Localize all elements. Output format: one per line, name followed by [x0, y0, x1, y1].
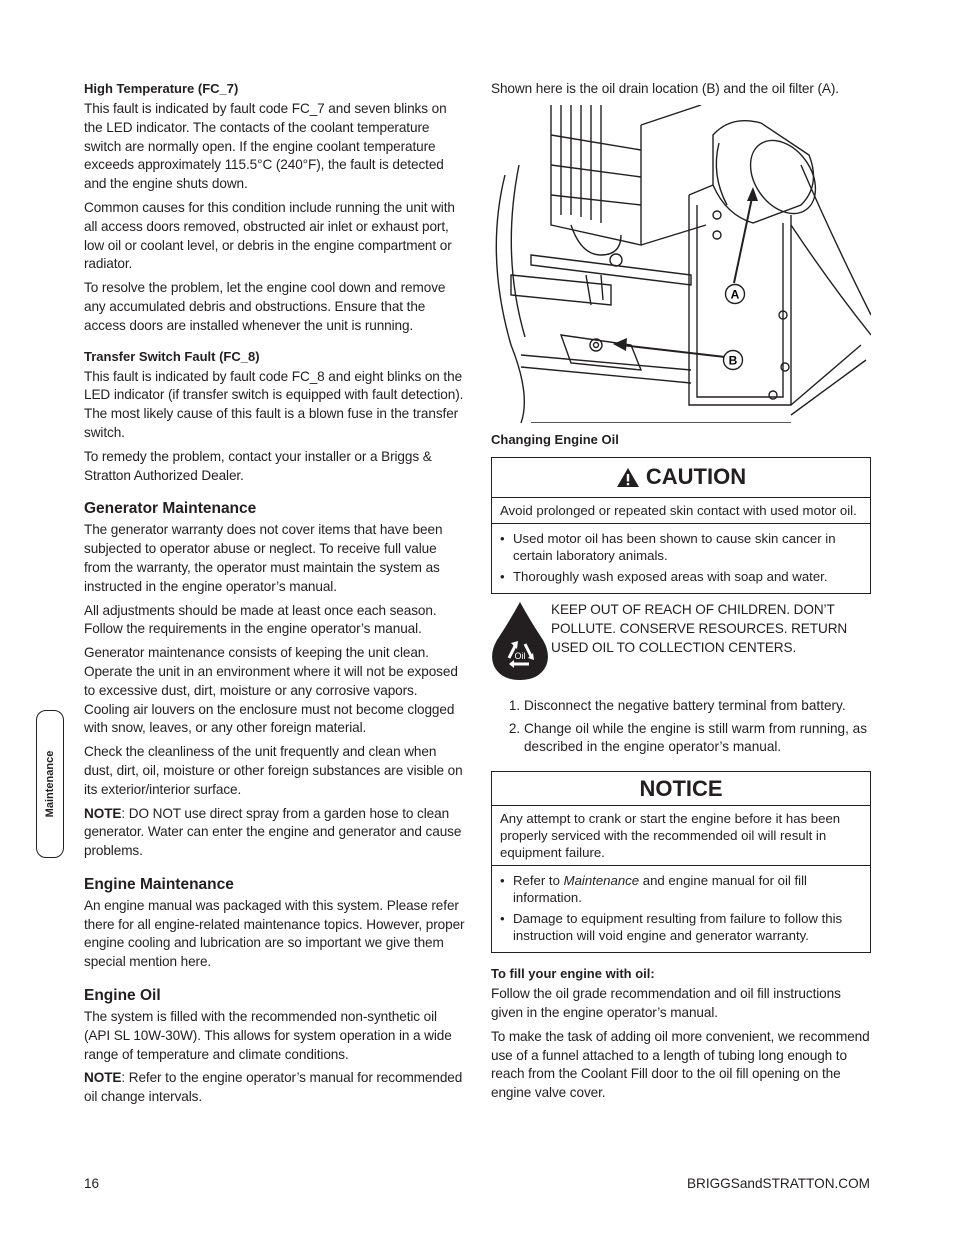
caution-box	[491, 457, 871, 594]
bullet-text: Refer to	[513, 873, 564, 889]
warning-triangle-icon	[616, 467, 640, 488]
oil-change-steps	[491, 697, 871, 757]
paragraph: The system is filled with the recommended non-synthetic oil (API SL 10W-30W). This allows for system operation in a wide range of temperature and climate conditions.	[84, 1009, 452, 1062]
note-label: NOTE	[84, 1070, 122, 1086]
paragraph: Check the cleanliness of the unit frequently and clean when dust, dirt, oil, moisture or other foreign substances are visible on its exterior/interior surface.	[84, 744, 463, 797]
list-item: • Used motor oil has been shown to cause skin cancer in certain laboratory animals.	[500, 530, 862, 564]
list-item: • Damage to equipment resulting from failure to follow this instruction will void engine and generator warranty.	[500, 910, 862, 944]
paragraph: This fault is indicated by fault code FC_8 and eight blinks on the LED indicator (if transfer switch is equipped with fault detection). The most likely cause of this fault is a blown fuse in the transfer switch.	[84, 368, 464, 440]
website-footer: BRIGGSandSTRATTON.COM	[686, 1176, 870, 1191]
bullet-emphasis: Maintenance	[563, 873, 640, 889]
note-text: : Refer to the engine operator’s manual for recommended oil change intervals.	[84, 1070, 463, 1105]
right-column	[491, 80, 871, 1108]
section-side-tab	[36, 710, 64, 858]
label-b: B	[728, 353, 738, 368]
note-paragraph	[84, 805, 466, 861]
notice-header	[492, 772, 870, 806]
label-a: A	[730, 287, 740, 302]
paragraph: Common causes for this condition include running the unit with all access doors removed, obstructed air inlet or exhaust port, low oil or coolant level, or debris in the engine compartment or radiator.	[84, 199, 455, 272]
bullet-text: and engine manual for oil fill information.	[513, 873, 807, 906]
heading-transfer-switch-fault: Transfer Switch Fault (FC_8)	[84, 348, 260, 364]
left-column	[84, 80, 466, 1112]
paragraph: Follow the oil grade recommendation and oil fill instructions given in the engine operator’s manual.	[491, 986, 841, 1020]
notice-box	[491, 771, 871, 953]
engine-oil-figure	[491, 105, 871, 423]
paragraph: This fault is indicated by fault code FC_7 and seven blinks on the LED indicator. The contacts of the coolant temperature switch are normally open. If the engine coolant temperature exceeds approximately 115.5°C (240°F), the fault is detected and the engine shuts down.	[84, 101, 447, 192]
heading-changing-engine-oil: Changing Engine Oil	[491, 431, 619, 447]
oil-icon-label: Oil	[514, 650, 526, 661]
heading-fill-engine-oil: To fill your engine with oil:	[491, 966, 655, 982]
step-item: 2. Change oil while the engine is still warm from running, as described in the engine operator’s manual.	[524, 720, 871, 758]
caution-title: CAUTION	[645, 464, 747, 490]
paragraph: To remedy the problem, contact your installer or a Briggs & Stratton Authorized Dealer.	[84, 448, 432, 483]
caution-header	[492, 458, 870, 498]
page-number: 16	[84, 1176, 100, 1191]
paragraph: All adjustments should be made at least once each season. Follow the requirements in the engine operator’s manual.	[84, 602, 437, 637]
step-item: 1. Disconnect the negative battery terminal from battery.	[524, 697, 871, 716]
notice-bullets	[492, 865, 870, 952]
figure-caption: Shown here is the oil drain location (B) and the oil filter (A).	[491, 81, 839, 96]
list-item: • Thoroughly wash exposed areas with soap and water.	[500, 568, 862, 585]
heading-high-temperature: High Temperature (FC_7)	[84, 81, 239, 96]
heading-engine-oil: Engine Oil	[84, 987, 161, 1005]
paragraph: Generator maintenance consists of keeping the unit clean. Operate the unit in an environment where it will not be exposed to excessive dust, dirt, moisture or any corrosive vapors. Cooling air louvers on the enclosure must not become clogged with snow, leaves, or any other foreign material.	[84, 645, 458, 736]
paragraph: To make the task of adding oil more convenient, we recommend use of a funnel attached to a length of tubing long enough to reach from the Coolant Fill door to the oil fill opening on the engine valve cover.	[491, 1028, 870, 1101]
engine-illustration	[491, 105, 871, 423]
note-label: NOTE	[84, 805, 122, 821]
paragraph: To resolve the problem, let the engine cool down and remove any accumulated debris and obstructions. Ensure that the access doors are installed whenever the unit is running.	[84, 280, 446, 333]
oil-recycle-icon	[491, 600, 551, 687]
list-item	[500, 872, 862, 906]
notice-title: NOTICE	[639, 775, 723, 801]
used-oil-recycling	[491, 600, 871, 687]
note-text: : DO NOT use direct spray from a garden hose to clean generator. Water can enter the engine and generator and cause problems.	[84, 805, 462, 859]
paragraph: The generator warranty does not cover items that have been subjected to operator abuse or neglect. To receive full value from the warranty, the operator must maintain the system as instructed in the engine operator’s manual.	[84, 522, 443, 594]
heading-engine-maintenance: Engine Maintenance	[84, 875, 234, 893]
caution-text: Avoid prolonged or repeated skin contact with used motor oil.	[500, 502, 857, 518]
note-paragraph	[84, 1069, 466, 1107]
heading-generator-maintenance: Generator Maintenance	[84, 500, 257, 518]
paragraph: An engine manual was packaged with this system. Please refer there for all engine-related maintenance topics. However, proper engine cooling and lubrication are so important we give them special mention here.	[84, 897, 465, 970]
notice-text: Any attempt to crank or start the engine before it has been properly serviced with the recommended oil will result in equipment failure.	[500, 811, 841, 861]
caution-bullets	[492, 523, 870, 593]
recycle-text: KEEP OUT OF REACH OF CHILDREN. DON’T POLLUTE. CONSERVE RESOURCES. RETURN USED OIL TO COLLECTION CENTERS.	[551, 601, 848, 655]
side-tab-label: Maintenance	[44, 750, 56, 818]
